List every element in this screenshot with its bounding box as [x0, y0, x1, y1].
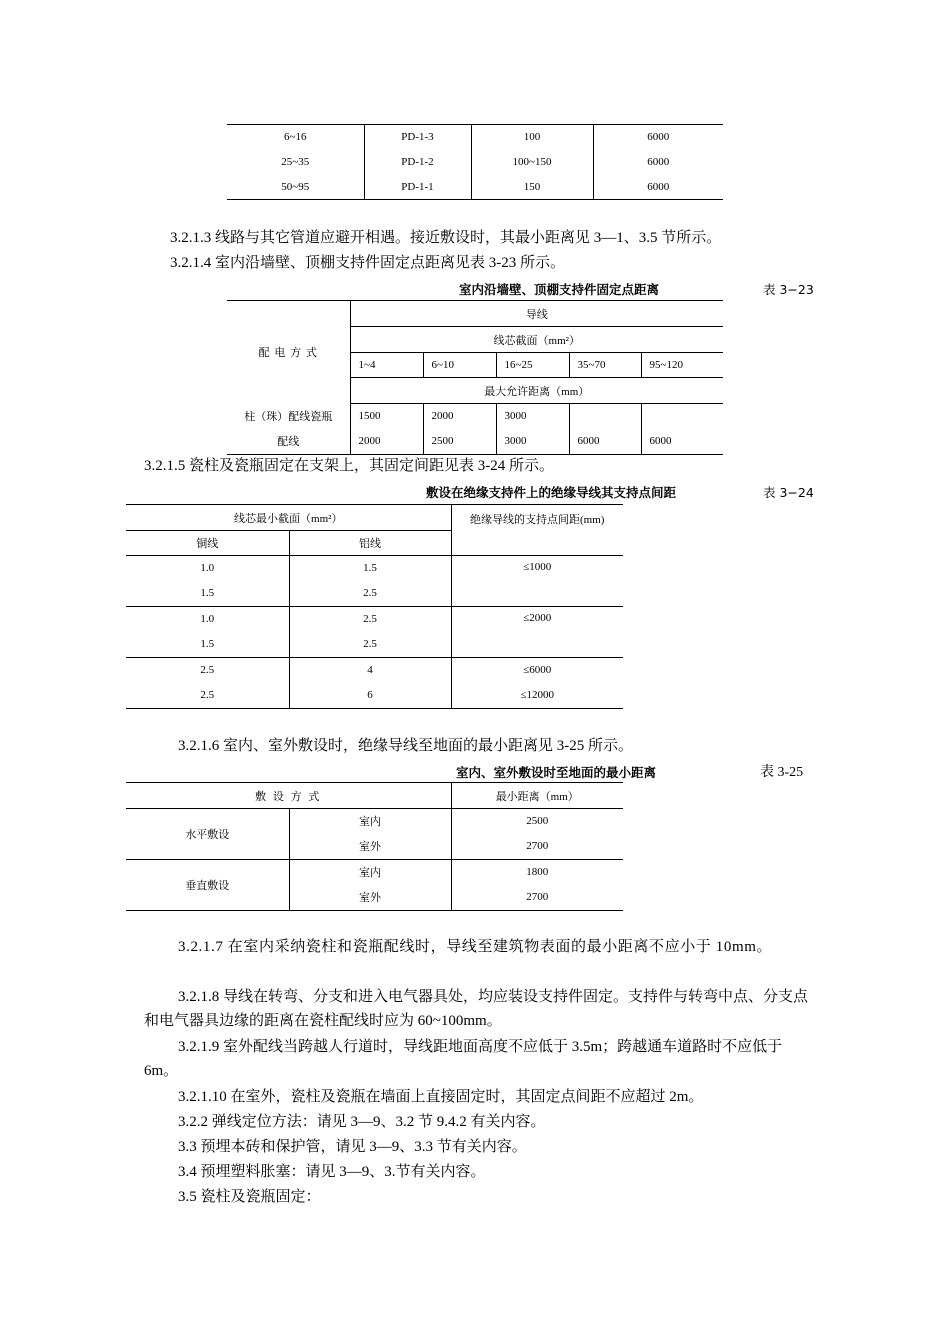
group-label: 水平敷设 — [126, 809, 289, 860]
header-method: 敷 设 方 式 — [126, 783, 451, 809]
cell: 1.0 — [126, 556, 289, 581]
cell: 4 — [289, 658, 451, 683]
table-3-25 — [126, 782, 623, 911]
table-caption: 室内、室外敷设时至地面的最小距离 — [456, 765, 657, 780]
cell: 50~95 — [227, 175, 364, 200]
cell: 25~35 — [227, 150, 364, 175]
cell: 6~16 — [227, 125, 364, 150]
row-label: 配线 — [227, 429, 350, 455]
cell: 6 — [289, 683, 451, 709]
cell: 2700 — [526, 840, 549, 853]
cell: PD-1-3 — [364, 125, 471, 150]
cell: 2700 — [526, 891, 549, 904]
cell: 2000 — [350, 429, 423, 455]
cell: 3000 — [496, 429, 569, 455]
cell: 2.5 — [126, 683, 289, 709]
table-number: 表 3-25 — [760, 765, 804, 780]
cell: 6000 — [647, 180, 670, 193]
paragraph-3-2-1-4: 3.2.1.4 室内沿墙壁、顶棚支持件固定点距离见表 3-23 所示。 — [170, 255, 565, 271]
size-cell: 95~120 — [641, 353, 723, 378]
header-method: 配 电 方 式 — [227, 301, 350, 404]
cell: 室内 — [289, 860, 451, 885]
cell: 6000 — [647, 131, 670, 144]
table-row — [126, 683, 623, 709]
header-min-distance: 最小距离（mm） — [451, 783, 623, 809]
cell: 室外 — [289, 834, 451, 860]
cell: 3000 — [496, 404, 569, 429]
paragraph-3-2-1-10: 3.2.1.10 在室外，瓷柱及瓷瓶在墙面上直接固定时，其固定点间距不应超过 2m。 — [178, 1089, 704, 1105]
paragraph-3-4: 3.4 预埋塑料胀塞：请见 3—9、3.节有关内容。 — [178, 1164, 486, 1180]
cell-spacing: ≤12000 — [520, 689, 555, 702]
table-3-24 — [126, 504, 623, 709]
size-cell: 16~25 — [496, 353, 569, 378]
group-label: 垂直敷设 — [126, 860, 289, 911]
size-cell: 35~70 — [569, 353, 641, 378]
paragraph-3-3: 3.3 预埋本砖和保护管，请见 3—9、3.3 节有关内容。 — [178, 1139, 527, 1155]
paragraph-3-5: 3.5 瓷柱及瓷瓶固定： — [178, 1189, 321, 1205]
cell: 100~150 — [471, 150, 593, 175]
cell: 6000 — [647, 156, 670, 168]
cell: 2500 — [423, 429, 496, 455]
cell: 2.5 — [126, 658, 289, 683]
paragraph-3-2-1-5: 3.2.1.5 瓷柱及瓷瓶固定在支架上，其固定间距见表 3-24 所示。 — [144, 458, 554, 474]
cell-spacing: ≤6000 — [523, 664, 552, 677]
cell: 6000 — [649, 435, 672, 448]
cell: 室内 — [289, 809, 451, 834]
cell: 1.5 — [289, 556, 451, 581]
cell-spacing: ≤2000 — [523, 612, 552, 624]
header-wire: 导线 — [350, 301, 723, 327]
cell-spacing: ≤1000 — [523, 561, 552, 573]
cell — [641, 404, 723, 429]
table-row — [227, 429, 723, 455]
header-spacing: 绝缘导线的支持点间距(mm) — [470, 514, 605, 526]
header-copper: 铜线 — [126, 531, 289, 556]
table-row — [227, 125, 723, 150]
cell: 2.5 — [289, 607, 451, 632]
cell: 2500 — [526, 815, 549, 828]
table-3-23 — [227, 300, 723, 455]
size-cell: 6~10 — [423, 353, 496, 378]
paragraph-3-2-1-3: 3.2.1.3 线路与其它管道应避开相遇。接近敷设时，其最小距离见 3—1、3.5 节所示。 — [170, 230, 722, 246]
cell: 2.5 — [289, 581, 451, 607]
header-maxdist: 最大允许距离（mm） — [350, 378, 723, 404]
header-section: 线芯截面（mm²） — [350, 327, 723, 353]
cell: 1.0 — [126, 607, 289, 632]
table-row — [126, 658, 623, 683]
paragraph-3-2-1-9: 3.2.1.9 室外配线当跨越人行道时，导线距地面高度不应低于 3.5m；跨越通车道路时不应低于 6m。 — [144, 1039, 783, 1079]
table-number: 表 3−24 — [763, 485, 814, 500]
cell: 2.5 — [289, 632, 451, 658]
cell: PD-1-1 — [364, 175, 471, 200]
cell: 室外 — [289, 885, 451, 911]
paragraph-3-2-1-7: 3.2.1.7 在室内采纳瓷柱和瓷瓶配线时，导线至建筑物表面的最小距离不应小于 10mm。 — [178, 939, 773, 955]
table-row — [126, 607, 623, 632]
cell: 1500 — [350, 404, 423, 429]
cell: 100 — [471, 125, 593, 150]
header-aluminum: 铝线 — [289, 531, 451, 556]
paragraph-3-2-1-8: 3.2.1.8 导线在转弯、分支和进入电气器具处，均应装设支持件固定。支持件与转弯中点、分支点和电气器具边缘的距离在瓷柱配线时应为 60~100mm。 — [144, 989, 809, 1029]
cell: 1800 — [526, 866, 549, 879]
table-top — [227, 124, 723, 200]
table-caption: 敷设在绝缘支持件上的绝缘导线其支持点间距 — [426, 485, 677, 500]
size-cell: 1~4 — [350, 353, 423, 378]
header-min-section: 线芯最小截面（mm²） — [126, 505, 451, 531]
table-row — [126, 809, 623, 834]
table-row — [126, 860, 623, 885]
paragraph-3-2-2: 3.2.2 弹线定位方法：请见 3—9、3.2 节 9.4.2 有关内容。 — [178, 1114, 546, 1130]
cell: 2000 — [423, 404, 496, 429]
table-row — [227, 404, 723, 429]
cell: 150 — [471, 175, 593, 200]
cell: PD-1-2 — [364, 150, 471, 175]
table-number: 表 3−23 — [763, 282, 814, 297]
table-row — [227, 175, 723, 200]
paragraph-3-2-1-6: 3.2.1.6 室内、室外敷设时，绝缘导线至地面的最小距离见 3-25 所示。 — [178, 738, 633, 754]
cell: 1.5 — [126, 581, 289, 607]
cell: 1.5 — [126, 632, 289, 658]
cell: 6000 — [569, 429, 641, 455]
table-caption: 室内沿墙壁、顶棚支持件固定点距离 — [459, 282, 660, 297]
row-label: 柱（珠）配线瓷瓶 — [227, 404, 350, 429]
table-row — [126, 556, 623, 581]
table-row — [227, 150, 723, 175]
cell — [569, 404, 641, 429]
